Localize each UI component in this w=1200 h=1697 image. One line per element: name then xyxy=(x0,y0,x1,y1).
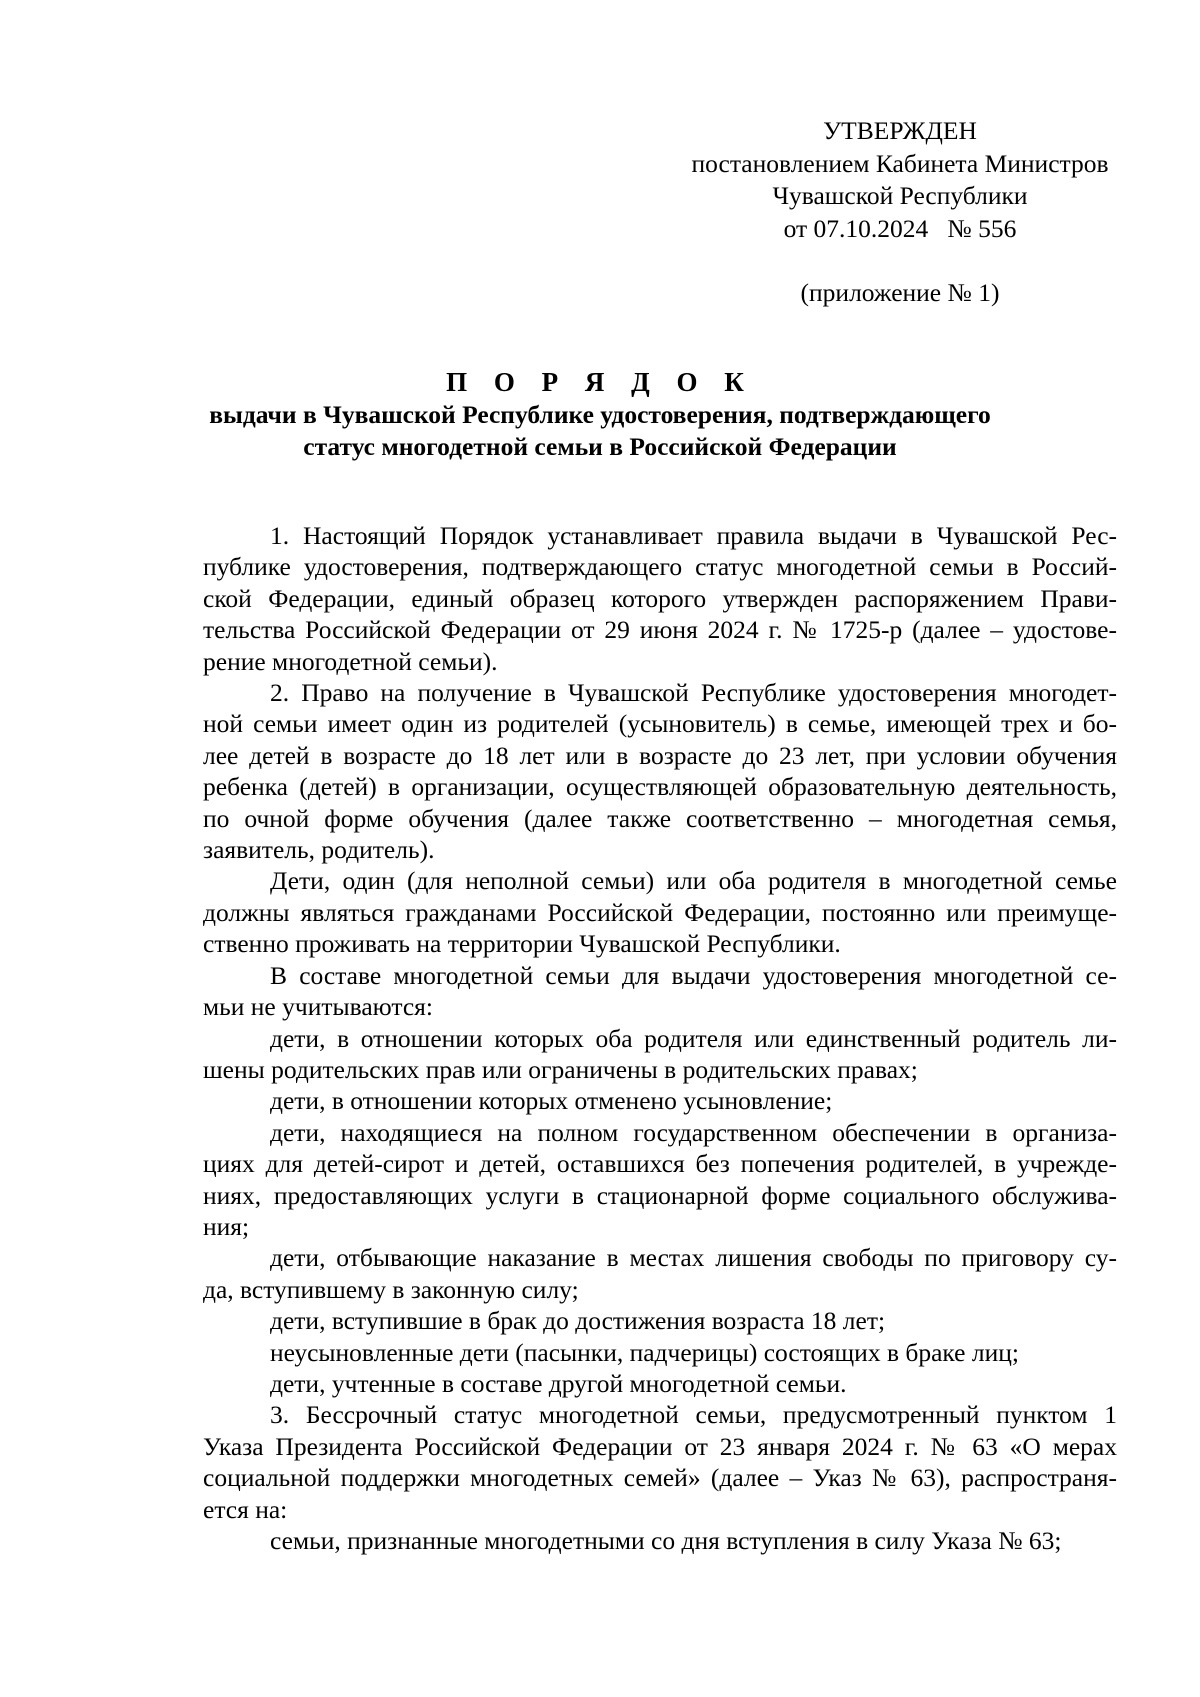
body-line: дети, в отношении которых отменено усыновление; xyxy=(270,1086,833,1116)
approval-stamp xyxy=(660,115,1140,310)
title-heading: П О Р Я Д О К xyxy=(446,367,754,397)
body-line: дети, отбывающие наказание в местах лишения свободы по приговору су- xyxy=(270,1243,1117,1273)
body-line: дети, в отношении которых оба родителя или единственный родитель ли- xyxy=(270,1023,1117,1053)
body-line: ребенка (детей) в организации, осуществляющей образовательную деятельность, xyxy=(203,772,1117,802)
body-line: 3. Бессрочный статус многодетной семьи, предусмотренный пунктом 1 xyxy=(270,1400,1117,1430)
body-line: ниях, предоставляющих услуги в стационарной форме социального обслужива- xyxy=(203,1180,1117,1210)
body-line: рение многодетной семьи). xyxy=(203,646,498,676)
body-line: циях для детей-сирот и детей, оставшихся без попечения родителей, в учрежде- xyxy=(203,1149,1117,1179)
body-line: ется на: xyxy=(203,1494,288,1524)
body-line: ной семьи имеет один из родителей (усыновитель) в семье, имеющей трех и бо- xyxy=(203,709,1117,739)
approval-date-number: от 07.10.2024 № 556 xyxy=(783,213,1017,243)
body-line: по очной форме обучения (далее также соответственно – многодетная семья, xyxy=(203,803,1117,833)
body-line: лее детей в возрасте до 18 лет или в возрасте до 23 лет, при условии обучения xyxy=(203,740,1117,770)
body-line: 1. Настоящий Порядок устанавливает правила выдачи в Чувашской Рес- xyxy=(270,521,1117,550)
body-line: ния; xyxy=(203,1211,250,1241)
appendix-label: (приложение № 1) xyxy=(800,278,1000,307)
approval-region: Чувашской Республики xyxy=(772,181,1028,210)
body-line: мьи не учитываются: xyxy=(203,992,433,1022)
body-line: дети, находящиеся на полном государственном обеспечении в организа- xyxy=(270,1117,1117,1147)
document-title xyxy=(150,365,1050,463)
body-line: ственно проживать на территории Чувашской Республики. xyxy=(203,929,841,959)
approval-status: УТВЕРЖДЕН xyxy=(823,116,977,145)
title-line-2: статус многодетной семьи в Российской Федерации xyxy=(303,432,897,461)
body-line: да, вступившему в законную силу; xyxy=(203,1274,579,1304)
document-body xyxy=(203,520,1117,1556)
approval-authority: постановлением Кабинета Министров xyxy=(691,148,1109,178)
body-line: шены родительских прав или ограничены в родительских правах; xyxy=(203,1054,918,1084)
body-line: 2. Право на получение в Чувашской Республике удостоверения многодет- xyxy=(270,678,1117,708)
body-line: ской Федерации, единый образец которого утвержден распоряжением Прави- xyxy=(203,583,1117,613)
body-line: Дети, один (для неполной семьи) или оба родителя в многодетной семье xyxy=(270,866,1117,896)
title-line-1: выдачи в Чувашской Республике удостоверения, подтверждающего xyxy=(209,400,991,429)
body-line: семьи, признанные многодетными со дня вступления в силу Указа № 63; xyxy=(270,1526,1062,1555)
body-line: неусыновленные дети (пасынки, падчерицы) состоящих в браке лиц; xyxy=(270,1337,1019,1367)
body-line: социальной поддержки многодетных семей» (далее – Указ № 63), распространя- xyxy=(203,1463,1117,1493)
body-line: дети, учтенные в составе другой многодетной семьи. xyxy=(270,1368,847,1398)
body-line: В составе многодетной семьи для выдачи удостоверения многодетной се- xyxy=(270,960,1117,990)
body-line: дети, вступившие в брак до достижения возраста 18 лет; xyxy=(270,1306,886,1336)
body-line: тельства Российской Федерации от 29 июня 2024 г. № 1725-р (далее – удостове- xyxy=(203,615,1117,645)
body-line: должны являться гражданами Российской Федерации, постоянно или преимуще- xyxy=(203,897,1117,927)
body-line: публике удостоверения, подтверждающего статус многодетной семьи в Россий- xyxy=(203,552,1117,582)
body-line: заявитель, родитель). xyxy=(203,835,435,865)
body-line: Указа Президента Российской Федерации от 23 января 2024 г. № 63 «О мерах xyxy=(203,1431,1117,1461)
